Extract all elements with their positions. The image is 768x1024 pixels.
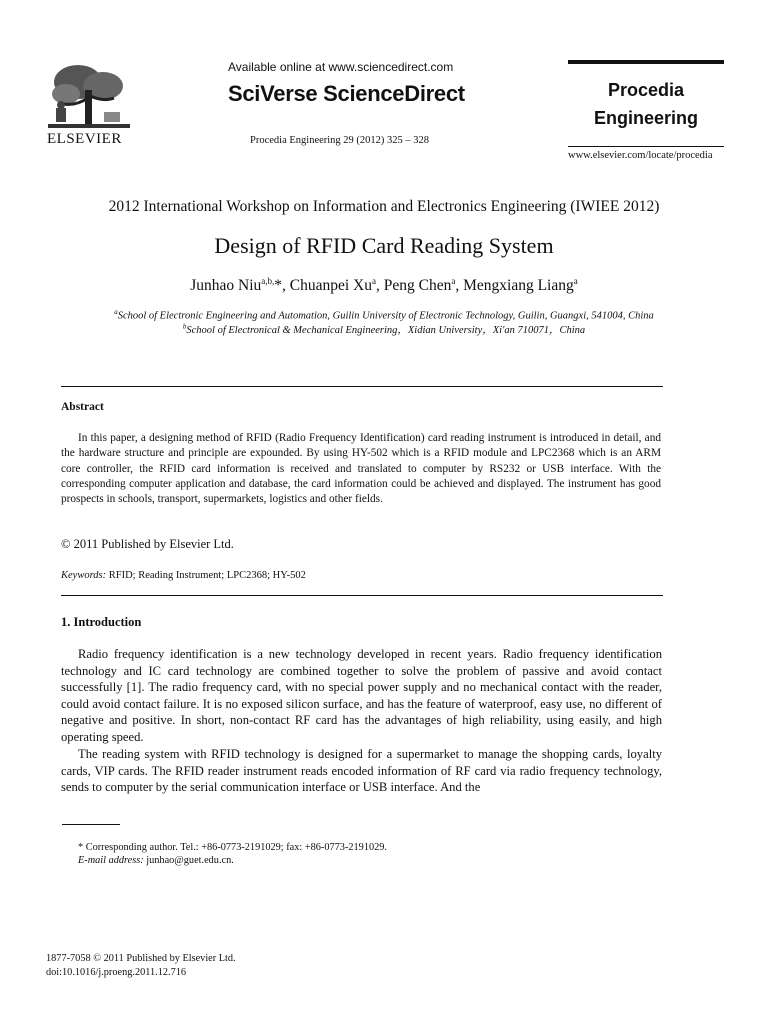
publisher-logo-text: ELSEVIER: [47, 131, 122, 147]
author-affiliation-mark: a: [451, 276, 456, 286]
affiliation-text: School of Electronical & Mechanical Engineering，Xidian University，Xi'an 710071，China: [186, 325, 586, 336]
keywords-line: [61, 570, 306, 581]
paper-title: Design of RFID Card Reading System: [214, 233, 554, 258]
abstract-text: In this paper, a designing method of RFID (Radio Frequency Identification) card reading instrument is introduced in detail, and the hardware structure and principle are expounded. By using HY-502 which is a RFID module and LPC2368 which is an ARM core controller, the RFID card information is received and translated to computer by RS232 or USB interface. With the corresponding computer application and database, the card information could be achieved and displayed. The instrument has good prospects in schools, transport, supermarkets, logistics and other fields.: [61, 432, 661, 506]
keywords-label: Keywords:: [61, 570, 107, 581]
conference-name: 2012 International Workshop on Information and Electronics Engineering (IWIEE 2012): [108, 198, 660, 215]
footnote-rule: [62, 824, 120, 825]
email-address[interactable]: junhao@guet.edu.cn.: [143, 855, 234, 866]
corresponding-author-footnote: * Corresponding author. Tel.: +86-0773-2191029; fax: +86-0773-2191029.: [78, 842, 387, 853]
author-affiliation-mark: a: [372, 276, 377, 286]
journal-reference: Procedia Engineering 29 (2012) 325 – 328: [250, 135, 430, 146]
doi-line[interactable]: doi:10.1016/j.proeng.2011.12.716: [46, 967, 187, 978]
journal-title-line2: Engineering: [593, 108, 698, 128]
keywords-text: RFID; Reading Instrument; LPC2368; HY-502: [106, 570, 306, 581]
email-footnote: [78, 855, 234, 866]
journal-url-link[interactable]: www.elsevier.com/locate/procedia: [568, 150, 713, 161]
journal-title-line1: Procedia: [607, 80, 685, 100]
section-heading: 1. Introduction: [61, 615, 142, 629]
abstract-top-rule: [61, 386, 663, 387]
author-affiliation-mark: a: [573, 276, 578, 286]
body-paragraph: The reading system with RFID technology is designed for a supermarket to manage the shopping cards, loyalty cards, VIP cards. The RFID reader instrument reads encoded information of RF card via radio frequency technology, sends to computer by the serial communication interface or USB interface. And the: [61, 747, 662, 795]
author-name: Chuanpei Xu: [289, 277, 373, 295]
affiliation-b: [0, 322, 768, 337]
abstract-heading: Abstract: [61, 401, 104, 413]
email-label: E-mail address:: [78, 855, 144, 866]
journal-title: [568, 76, 724, 132]
elsevier-tree-logo: [48, 62, 130, 132]
author-name: Mengxiang Liang: [463, 277, 574, 295]
sciverse-logo-text: SciVerse ScienceDirect: [228, 81, 465, 106]
author-list: Junhao Niu$^{a,b,}$*, Chuanpei Xu$^a$, Peng Chen$^a$, Mengxiang Liang$^a$: [190, 276, 578, 295]
copyright-line: © 2011 Published by Elsevier Ltd.: [61, 537, 234, 551]
body-paragraph: Radio frequency identification is a new technology developed in recent years. Radio frequency identification technology and IC card technology are combined together to solve the problem of passive and avoid contact successfully [1]. The radio frequency card, with no special power supply and no mechanical contact with the reader, could avoid contact failure. It is no exposed silicon surface, and has the feature of waterproof, easy use, no different of negative and positive. In short, non-contact RF card has the advantages of high reliability, using easily, and high operating speed.: [61, 647, 662, 744]
author-name: Peng Chen: [383, 277, 452, 295]
corresponding-mark: *: [274, 277, 283, 295]
available-online-line[interactable]: Available online at www.sciencedirect.com: [228, 60, 454, 74]
author-name: Junhao Niu: [190, 277, 262, 295]
affiliation-mark: a: [114, 308, 118, 316]
author-affiliation-mark: a,b,: [261, 276, 275, 286]
affiliation-mark: b: [182, 322, 187, 331]
abstract-bottom-rule: [61, 595, 663, 596]
affiliation-text: School of Electronic Engineering and Automation, Guilin University of Electronic Technology, Guilin, Guangxi, 541004, China: [117, 310, 654, 322]
issn-line: 1877-7058 © 2011 Published by Elsevier Ltd.: [46, 953, 236, 964]
affiliation-a: [0, 308, 768, 322]
